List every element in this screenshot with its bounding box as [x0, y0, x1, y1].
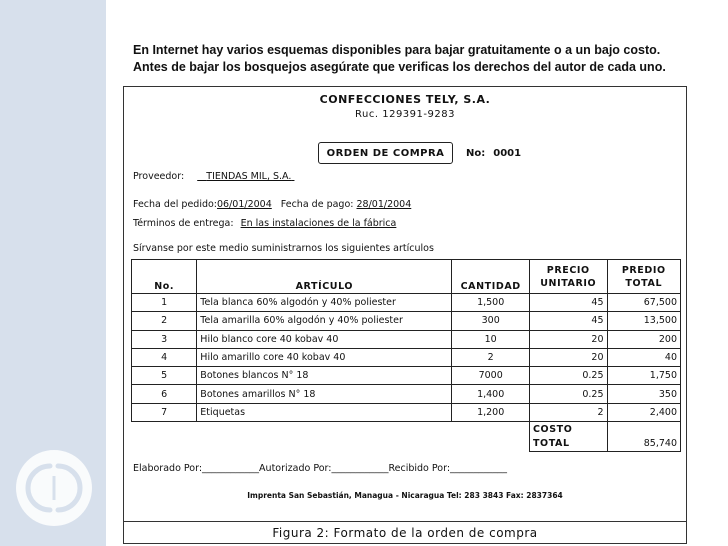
signature-line [133, 463, 507, 474]
elaborado-label: Elaborado Por: [133, 463, 203, 474]
order-date-value: 06/01/2004 [217, 199, 272, 210]
header-cantidad: CANTIDAD [452, 260, 530, 294]
table-row: 5 Botones blancos N° 18 7000 0.25 1,750 [132, 367, 681, 385]
table-row: 2 Tela amarilla 60% algodón y 40% poliester 300 45 13,500 [132, 312, 681, 330]
table-row: 1 Tela blanca 60% algodón y 40% poliester 1,500 45 67,500 [132, 294, 681, 312]
payment-date-label: Fecha de pago: [280, 199, 354, 210]
table-row: 3 Hilo blanco core 40 kobav 40 10 20 200 [132, 330, 681, 348]
payment-date-value: 28/01/2004 [356, 199, 412, 210]
intro-text [133, 42, 713, 76]
brand-logo-icon [14, 448, 94, 528]
recibido-blank: ____________ [450, 463, 508, 474]
request-text: Sírvanse por este medio suministrarnos los siguientes artículos [133, 243, 434, 254]
table-row: 6 Botones amarillos N° 18 1,400 0.25 350 [132, 385, 681, 403]
dates-line [133, 199, 411, 210]
delivery-label: Términos de entrega: [133, 218, 234, 229]
table-row: 7 Etiquetas 1,200 2 2,400 [132, 403, 681, 421]
header-no: No. [132, 260, 197, 294]
autorizado-blank: ____________ [331, 463, 389, 474]
order-number-value: 0001 [493, 148, 522, 159]
elaborado-blank: ____________ [202, 463, 260, 474]
autorizado-label: Autorizado Por: [259, 463, 332, 474]
figure-caption: Figura 2: Formato de la orden de compra [124, 521, 686, 543]
order-number [466, 148, 521, 159]
company-ruc: Ruc. 129391-9283 [355, 109, 455, 120]
order-number-label: No: [466, 148, 486, 159]
total-cost-row [132, 422, 681, 452]
order-title: ORDEN DE COMPRA [318, 142, 453, 164]
provider-value: TIENDAS MIL, S.A. [206, 171, 292, 182]
delivery-value: En las instalaciones de la fábrica [240, 218, 397, 229]
provider-label: Proveedor: [133, 171, 185, 182]
total-cost-label: COSTO TOTAL [529, 422, 607, 452]
table-header-row [132, 260, 681, 294]
items-table [131, 259, 681, 452]
delivery-line [133, 218, 396, 229]
printer-info: Imprenta San Sebastián, Managua - Nicaragua Tel: 283 3843 Fax: 2837364 [247, 491, 563, 500]
total-cost-value: 85,740 [607, 422, 681, 452]
table-row: 4 Hilo amarillo core 40 kobav 40 2 20 40 [132, 348, 681, 366]
header-precio-total: PREDIO TOTAL [607, 260, 681, 294]
purchase-order-document [123, 86, 687, 544]
recibido-label: Recibido Por: [388, 463, 451, 474]
intro-line-1: En Internet hay varios esquemas disponibles para bajar gratuitamente o a un bajo costo. [133, 43, 661, 57]
order-date-label: Fecha del pedido: [133, 199, 217, 210]
slide-sidebar [0, 0, 106, 546]
intro-line-2: Antes de bajar los bosquejos asegúrate que verificas los derechos del autor de cada uno. [133, 60, 666, 74]
company-name: CONFECCIONES TELY, S.A. [319, 93, 491, 106]
provider-line [133, 171, 294, 182]
header-precio-unitario: PRECIO UNITARIO [529, 260, 607, 294]
header-articulo: ARTÍCULO [197, 260, 452, 294]
